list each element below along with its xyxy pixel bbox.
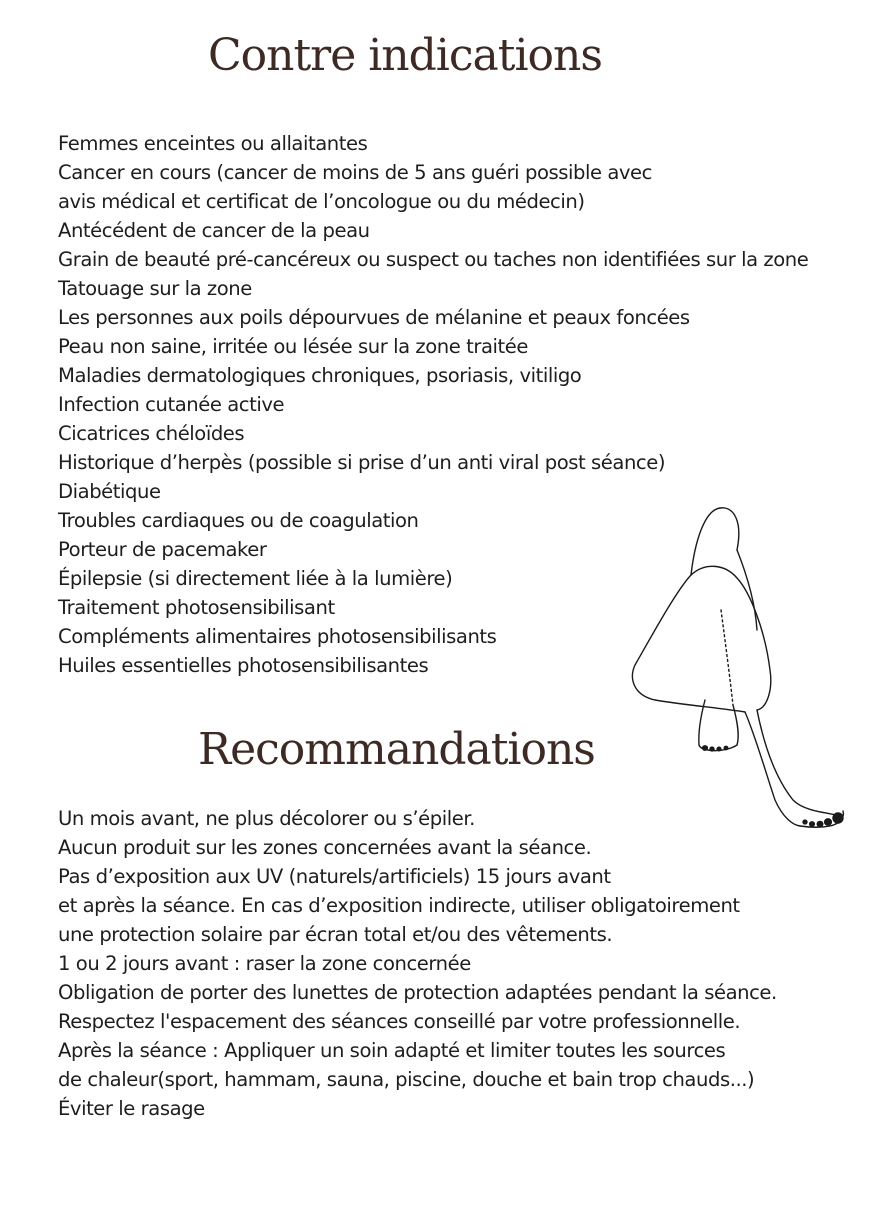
list-item: Huiles essentielles photosensibilisantes [58, 654, 429, 677]
recommandations-list [58, 804, 777, 1123]
list-item: Femmes enceintes ou allaitantes [58, 132, 368, 155]
list-item: Traitement photosensibilisant [58, 596, 335, 619]
list-item: Diabétique [58, 480, 161, 503]
list-item: Les personnes aux poils dépourvues de mélanine et peaux foncées [58, 306, 690, 329]
list-item: Porteur de pacemaker [58, 538, 267, 561]
list-item: Maladies dermatologiques chroniques, psoriasis, vitiligo [58, 364, 582, 387]
list-item: 1 ou 2 jours avant : raser la zone concernée [58, 952, 471, 975]
list-item: de chaleur(sport, hammam, sauna, piscine, douche et bain trop chauds...) [58, 1068, 755, 1091]
recommandations-title: Recommandations [198, 724, 595, 775]
list-item: Un mois avant, ne plus décolorer ou s’épiler. [58, 807, 475, 830]
list-item: Respectez l'espacement des séances conseillé par votre professionnelle. [58, 1010, 741, 1033]
list-item: Infection cutanée active [58, 393, 285, 416]
list-item: et après la séance. En cas d’exposition indirecte, utiliser obligatoirement [58, 894, 740, 917]
list-item: avis médical et certificat de l’oncologue ou du médecin) [58, 190, 585, 213]
list-item: Après la séance : Appliquer un soin adapté et limiter toutes les sources [58, 1039, 726, 1062]
contre-indications-title: Contre indications [208, 30, 602, 81]
list-item: Antécédent de cancer de la peau [58, 219, 370, 242]
list-item: Cancer en cours (cancer de moins de 5 ans guéri possible avec [58, 161, 652, 184]
crossed-legs-illustration [625, 500, 850, 835]
list-item: Cicatrices chéloïdes [58, 422, 245, 445]
list-item: Éviter le rasage [58, 1097, 205, 1120]
list-item: Peau non saine, irritée ou lésée sur la zone traitée [58, 335, 528, 358]
list-item: Tatouage sur la zone [58, 277, 252, 300]
list-item: Épilepsie (si directement liée à la lumière) [58, 567, 453, 590]
list-item: Pas d’exposition aux UV (naturels/artificiels) 15 jours avant [58, 865, 611, 888]
list-item: Historique d’herpès (possible si prise d’un anti viral post séance) [58, 451, 666, 474]
list-item: Obligation de porter des lunettes de protection adaptées pendant la séance. [58, 981, 777, 1004]
list-item: Compléments alimentaires photosensibilisants [58, 625, 497, 648]
list-item: Aucun produit sur les zones concernées avant la séance. [58, 836, 592, 859]
list-item: une protection solaire par écran total et/ou des vêtements. [58, 923, 613, 946]
list-item: Troubles cardiaques ou de coagulation [58, 509, 419, 532]
list-item: Grain de beauté pré-cancéreux ou suspect ou taches non identifiées sur la zone [58, 248, 809, 271]
